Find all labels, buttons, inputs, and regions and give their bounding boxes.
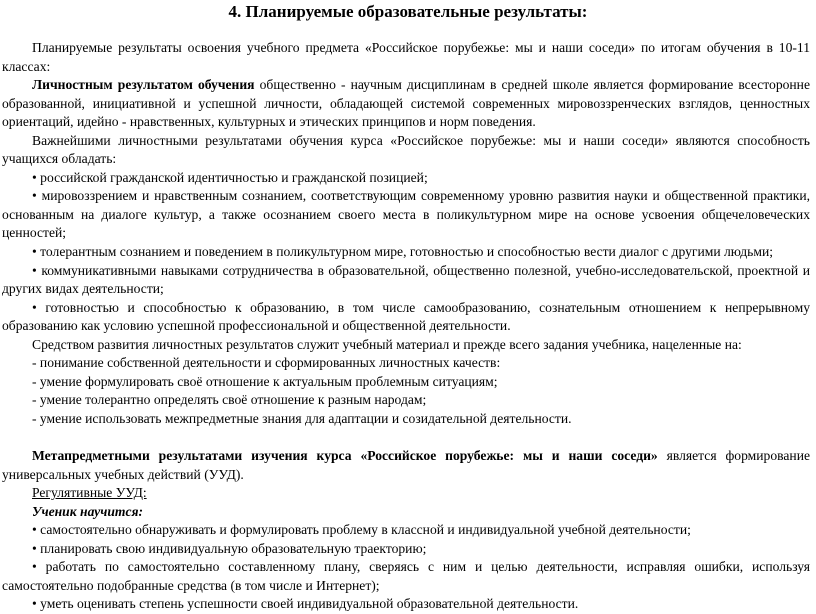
personal-bullet: • российской гражданской идентичностью и гражданской позицией; [32,169,428,185]
personal-bullet: • толерантным сознанием и поведением в поликультурном мире, готовностью и способностью вести диалог с другими людьми; [32,244,774,260]
means-dash-item: - понимание собственной деятельности и сформированных личностных качеств: [32,355,501,371]
meta-bullet: • самостоятельно обнаруживать и формулировать проблему в классной и индивидуальной учебной деятельности; [32,522,691,538]
personal-results-lead: Личностным результатом обучения [32,77,255,93]
meta-bullet: • работать по самостоятельно составленному плану, сверяясь с ним и целью деятельности, исправляя ошибки, используя самостоятельно подобранные средства (в том числе и Интернет); [2,559,810,593]
meta-results-text: является формирование универсальных учебных действий (УУД). [2,448,811,482]
means-paragraph: Средством развития личностных результатов служит учебный материал и прежде всего задания учебника, нацеленные на: [32,336,742,352]
important-results-paragraph: Важнейшими личностными результатами обучения курса «Российское порубежье: мы и наши соседи» являются способность учащихся обладать: [2,132,810,167]
meta-bullet: • уметь оценивать степень успешности своей индивидуальной образовательной деятельности. [32,596,579,612]
regulatory-heading [2,484,810,503]
means-dash-item: - умение толерантно определять своё отношение к разным народам; [32,392,427,408]
personal-bullet: • мировоззрением и нравственным сознанием, соответствующим современному уровню развития науки и общественной практики, основанным на диалоге культур, а также осознанием своего места в поликультурном мире на основе усвоения общечеловеческих ценностей; [2,188,810,241]
student-heading [2,503,810,522]
personal-bullet: • готовностью и способностью к образованию, в том числе самообразованию, сознательным отношением к непрерывному образованию как условию успешной профессиональной и общественной деятельности. [2,299,810,334]
student-label: Ученик научится: [32,503,144,519]
section-title: 4. Планируемые образовательные результаты: [228,2,588,21]
personal-bullet: • коммуникативными навыками сотрудничества в образовательной, общественно полезной, учебно-исследовательской, проектной и других видах деятельности; [2,262,810,297]
meta-bullet: • планировать свою индивидуальную образовательную траекторию; [32,540,427,556]
regulatory-label: Регулятивные УУД: [32,485,147,501]
meta-results-paragraph [2,447,810,484]
means-dash-item: - умение использовать межпредметные знания для адаптации и созидательной деятельности. [32,410,572,426]
means-dash-item: - умение формулировать своё отношение к актуальным проблемным ситуациям; [32,373,498,389]
personal-results-paragraph [2,76,810,132]
personal-results-text: общественно - научным дисциплинам в средней школе является формирование всесторонне образованной, инициативной и успешной личности, обладающей системой современных мировоззренческих взглядов, ценностных ориентаций, идейно - нравственных, культурных и этических принципов и норм поведения. [2,77,810,130]
intro-paragraph: Планируемые результаты освоения учебного предмета «Российское порубежье: мы и наши соседи» по итогам обучения в 10-11 классах: [2,40,810,74]
paragraph-gap [2,428,810,447]
document-body [2,39,810,614]
meta-results-lead: Метапредметными результатами изучения курса «Российское порубежье: мы и наши соседи» [32,448,658,464]
